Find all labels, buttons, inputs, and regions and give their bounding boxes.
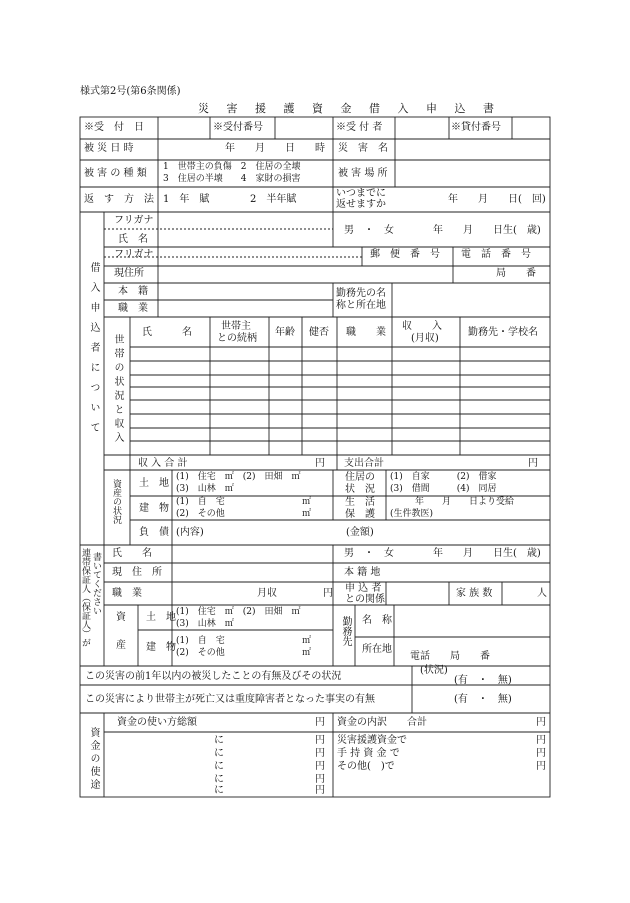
damage-place-label: 被 害 場 所 [338, 168, 388, 179]
repay-method-label: 返 す 方 法 [84, 194, 154, 205]
repay-until-label-2: 返せますか [336, 199, 386, 210]
guarantor-work-side-label: 勤務先 [340, 616, 351, 646]
hh-col-income: 収 入 [402, 321, 442, 332]
guarantor-name-label: 氏 名 [112, 548, 152, 559]
breakdown-yen-2: 円 [536, 748, 546, 759]
hh-col-relation-1: 世帯主 [221, 321, 251, 332]
debt-amount: (金額) [346, 527, 374, 538]
death-disability-question: この災害により世帯主が死亡又は重度障害者となった事実の有無 [85, 694, 375, 705]
welfare-label-2: 保 護 [345, 509, 375, 520]
usage-ni-3: に [214, 761, 224, 772]
loan-no-label: ※貸付番号 [451, 122, 501, 133]
guarantor-work-addr-label: 所在地 [362, 644, 392, 655]
job-label: 職 業 [118, 303, 148, 314]
guarantor-bld-1: (1) 自 宅 [176, 636, 225, 646]
debt-label: 負 債 [139, 527, 169, 538]
usage-total-yen: 円 [315, 717, 325, 728]
usage-ni-4: に [214, 774, 224, 785]
relation-label-2: との関係 [345, 594, 385, 605]
building-line-2: (2) その他 [176, 509, 225, 519]
usage-ni-5: に [214, 785, 224, 796]
phone-label: 電 話 番 号 [461, 249, 531, 260]
workplace-label-1: 勤務先の名 [336, 288, 386, 299]
disaster-date-label: 被 災 日 時 [84, 143, 134, 154]
household-side-label: 世帯の状況と収入 [112, 334, 123, 446]
land-line-2: (3) 山林 ㎡ [176, 484, 234, 494]
guarantor-side-label-2: 書いてください [91, 552, 101, 615]
debt-content: (内容) [176, 527, 204, 538]
welfare-kind: (生件教医) [390, 509, 434, 519]
guarantor-monthly-yen: 円 [323, 588, 333, 599]
housing-label-2: 状 況 [345, 484, 375, 495]
welfare-date: 年 月 日より受給 [415, 497, 515, 507]
damage-options-1: 1 世帯主の負傷 2 住居の全壊 [163, 162, 301, 172]
land-line-1: (1) 住宅 ㎡ (2) 田畑 ㎡ [176, 472, 301, 482]
usage-ni-1: に [214, 735, 224, 746]
usage-ni-2: に [214, 748, 224, 759]
guarantor-monthly-label: 月収 [257, 588, 277, 599]
welfare-label-1: 生 活 [345, 497, 375, 508]
relation-label-1: 申 込 者 [345, 583, 382, 594]
receiver-label: ※受 付 者 [336, 122, 383, 133]
guarantor-building-label: 建 物 [146, 642, 176, 653]
repay-until-label-1: いつまでに [336, 188, 386, 199]
family-count-unit: 人 [537, 588, 547, 599]
hh-col-age: 年齢 [275, 327, 295, 338]
guarantor-side-label: 連帯保証人（保証人）が [80, 548, 90, 647]
expense-total-label: 支出合計 [344, 458, 384, 469]
building-sqm-2: ㎡ [302, 509, 312, 519]
usage-yen-5: 円 [315, 785, 325, 796]
usage-yen-4: 円 [315, 774, 325, 785]
land-label: 土 地 [139, 478, 169, 489]
hh-col-job: 職 業 [346, 327, 386, 338]
breakdown-item-3: その他( )で [337, 761, 395, 772]
form-grid-lines [80, 117, 550, 797]
form-title: 災 害 援 護 資 金 借 入 申 込 書 [198, 102, 501, 115]
guarantor-phone-label: 電話 局 番 [410, 651, 490, 662]
disaster-name-label: 災 害 名 [338, 143, 388, 154]
guarantor-land-1: (1) 住宅 ㎡ (2) 田畑 ㎡ [176, 607, 301, 617]
building-sqm-1: ㎡ [302, 497, 312, 507]
funds-side-label: 資金の使途 [88, 727, 99, 792]
income-total-label: 収 入 合 計 [138, 458, 188, 469]
form-number: 様式第2号(第6条関係) [80, 86, 181, 97]
previous-disaster-yes-no: (有 ・ 無) [454, 675, 512, 686]
usage-total-label: 資金の使い方総額 [117, 717, 197, 728]
hh-col-health: 健否 [309, 327, 329, 338]
breakdown-label: 資金の内訳 合計 [337, 717, 427, 728]
guarantor-assets-char-2: 産 [116, 640, 126, 651]
furigana-label: フリガナ [114, 215, 154, 226]
family-count-label: 家 族 数 [456, 588, 493, 599]
guarantor-bld-sqm-2: ㎡ [302, 648, 312, 658]
guarantor-bld-sqm-1: ㎡ [302, 636, 312, 646]
applicant-side-label: 借入申込者について [88, 262, 99, 442]
receipt-date-label: ※受 付 日 [84, 122, 144, 133]
guarantor-bld-2: (2) その他 [176, 648, 225, 658]
hh-col-monthly: (月収) [411, 333, 439, 344]
address-label: 現住所 [114, 268, 144, 279]
guarantor-address-label: 現 住 所 [112, 567, 162, 578]
breakdown-yen-1: 円 [536, 735, 546, 746]
furigana-label-2: フリガナ [114, 249, 154, 260]
usage-yen-1: 円 [315, 735, 325, 746]
workplace-label-2: 称と所在地 [336, 300, 386, 311]
hh-col-relation-2: との続柄 [217, 333, 257, 344]
guarantor-birth: 年 月 日生( 歳) [433, 548, 541, 559]
expense-total-yen: 円 [528, 458, 538, 469]
applicant-gender: 男 ・ 女 [344, 225, 394, 236]
repay-until-value: 年 月 日( 回) [448, 194, 546, 205]
guarantor-assets-char-1: 資 [116, 612, 126, 623]
guarantor-gender: 男 ・ 女 [344, 548, 394, 559]
damage-options-2: 3 住居の半壊 4 家財の損害 [163, 174, 301, 184]
repay-option-2: 2 半年賦 [250, 194, 297, 205]
breakdown-item-2: 手 持 資 金 で [337, 748, 400, 759]
phone-station-label: 局 番 [496, 268, 536, 279]
guarantor-work-name-label: 名 称 [362, 615, 392, 626]
applicant-name-label: 氏 名 [118, 234, 148, 245]
damage-type-label: 被 害 の 種 類 [84, 168, 147, 179]
assets-side-label: 資産の状況 [111, 479, 121, 524]
disaster-date-value: 年 月 日 時 [225, 143, 325, 154]
building-line-1: (1) 自 宅 [176, 497, 225, 507]
building-label: 建 物 [139, 503, 169, 514]
guarantor-honseki-label: 本 籍 地 [344, 567, 381, 578]
housing-options-1: (1) 自家 (2) 借家 [390, 472, 497, 482]
usage-yen-2: 円 [315, 748, 325, 759]
receipt-no-label: ※受付番号 [213, 122, 263, 133]
repay-option-1: 1 年 賦 [163, 194, 210, 205]
guarantor-land-label: 土 地 [146, 612, 176, 623]
honseki-label: 本 籍 [118, 286, 148, 297]
previous-disaster-question: この災害の前1年以内の被災したことの有無及びその状況 [85, 671, 342, 682]
applicant-birth: 年 月 日生( 歳) [433, 225, 541, 236]
previous-disaster-status: (状況) [420, 665, 448, 676]
guarantor-land-2: (3) 山林 ㎡ [176, 619, 234, 629]
breakdown-item-1: 災害援護資金で [337, 735, 407, 746]
usage-yen-3: 円 [315, 761, 325, 772]
guarantor-job-label: 職 業 [112, 588, 142, 599]
breakdown-yen-3: 円 [536, 761, 546, 772]
postal-code-label: 郵 便 番 号 [370, 249, 440, 260]
death-disability-yes-no: (有 ・ 無) [454, 694, 512, 705]
hh-col-workplace: 勤務先・学校名 [468, 327, 538, 338]
hh-col-name: 氏 名 [142, 327, 192, 338]
income-total-yen: 円 [315, 458, 325, 469]
housing-options-2: (3) 借間 (4) 同居 [390, 484, 497, 494]
housing-label-1: 住居の [345, 472, 375, 483]
breakdown-yen: 円 [536, 717, 546, 728]
